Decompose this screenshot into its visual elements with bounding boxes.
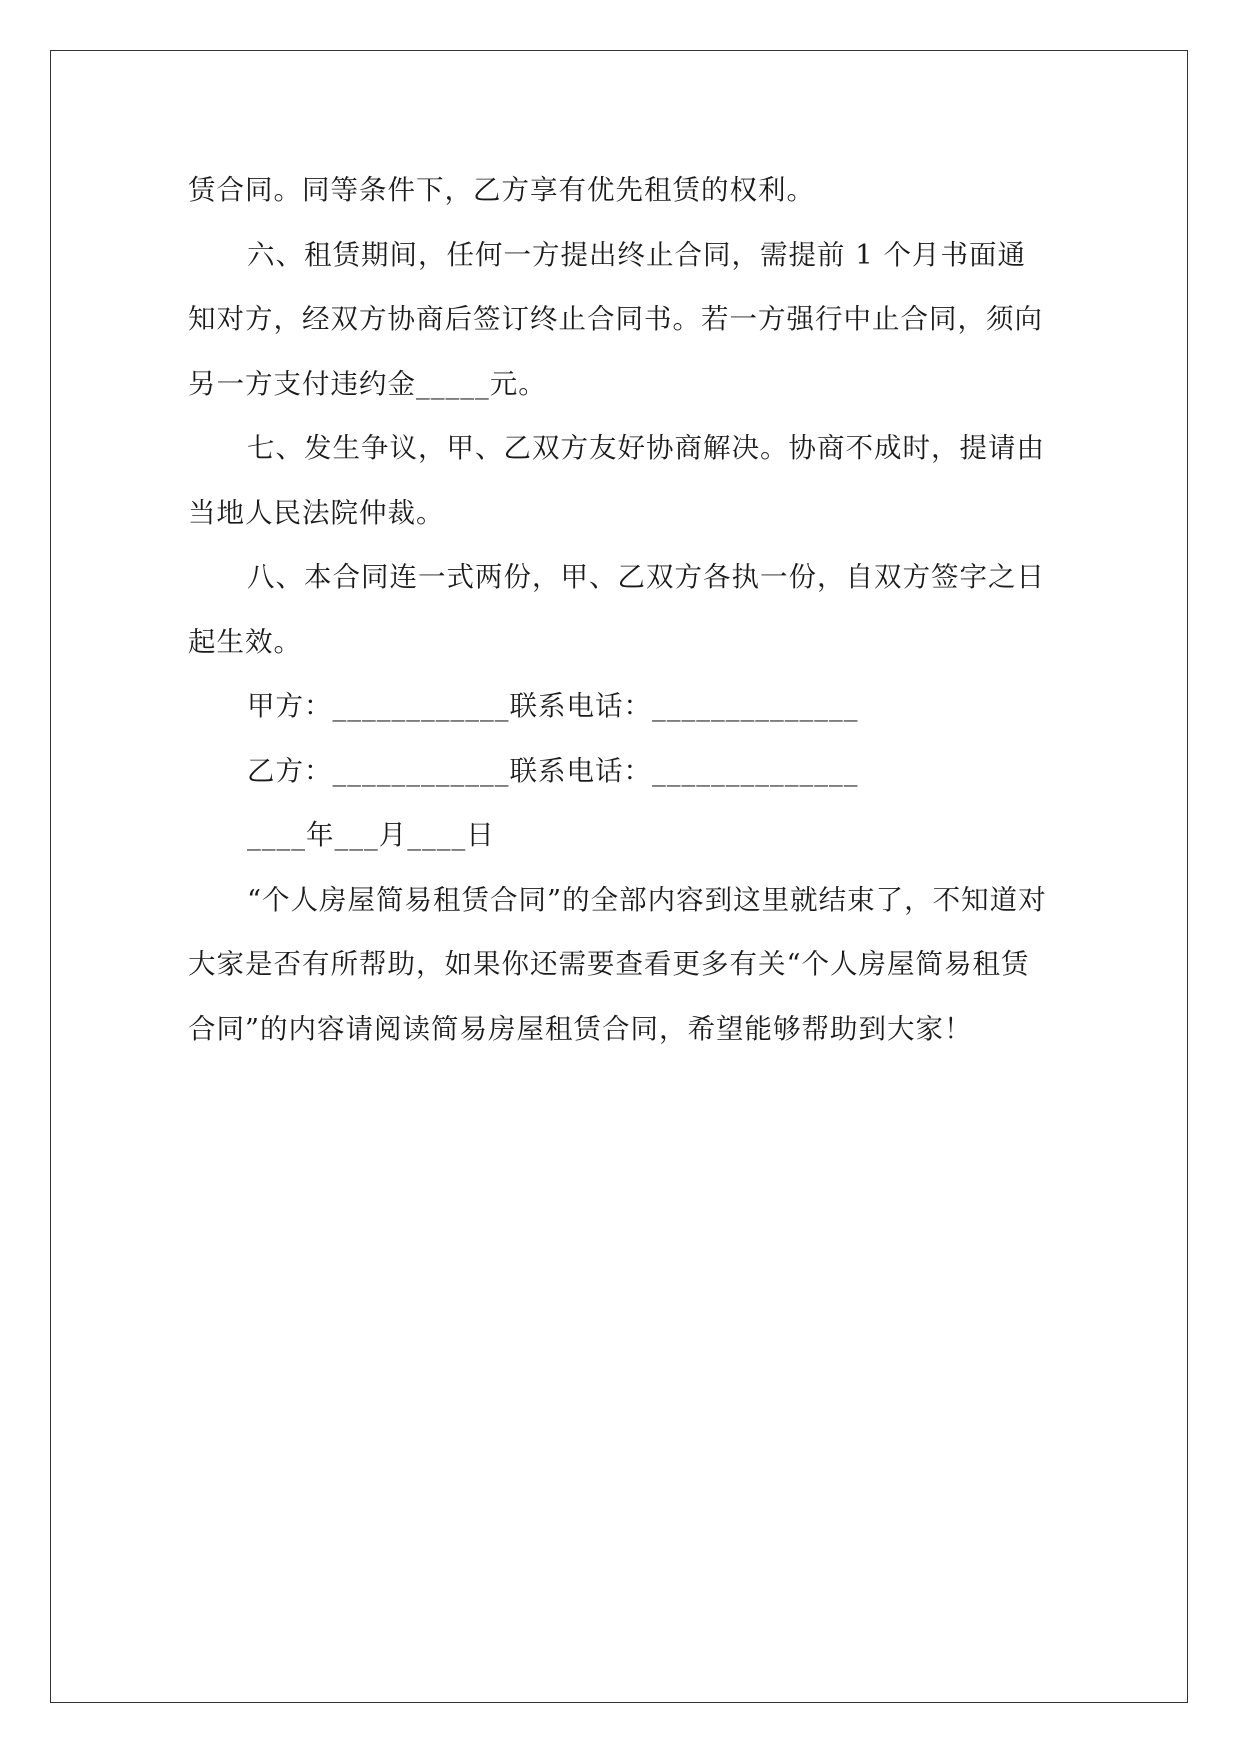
date-line: ____年___月____日: [247, 819, 495, 851]
paragraph-clause-6: 六、租赁期间，任何一方提出终止合同，需提前 1 个月书面通知对方，经双方协商后签订终止合同书。若一方强行中止合同，须向另一方支付违约金_____元。: [188, 238, 1043, 400]
party-a-signature-line: 甲方：____________联系电话：______________: [247, 690, 859, 722]
paragraph-clause-8: 八、本合同连一式两份，甲、乙双方各执一份，自双方签字之日起生效。: [188, 561, 1045, 658]
party-b-signature-line: 乙方：____________联系电话：______________: [247, 754, 859, 787]
document-body: [188, 158, 1054, 1061]
paragraph-closing: “个人房屋简易租赁合同”的全部内容到这里就结束了，不知道对大家是否有所帮助，如果你还需要查看更多有关“个人房屋简易租赁合同”的内容请阅读简易房屋租赁合同，希望能够帮助到大家！: [188, 883, 1047, 1045]
paragraph-continuation: 赁合同。同等条件下，乙方享有优先租赁的权利。: [188, 174, 815, 206]
paragraph-clause-7: 七、发生争议，甲、乙双方友好协商解决。协商不成时，提请由当地人民法院仲裁。: [188, 432, 1045, 529]
